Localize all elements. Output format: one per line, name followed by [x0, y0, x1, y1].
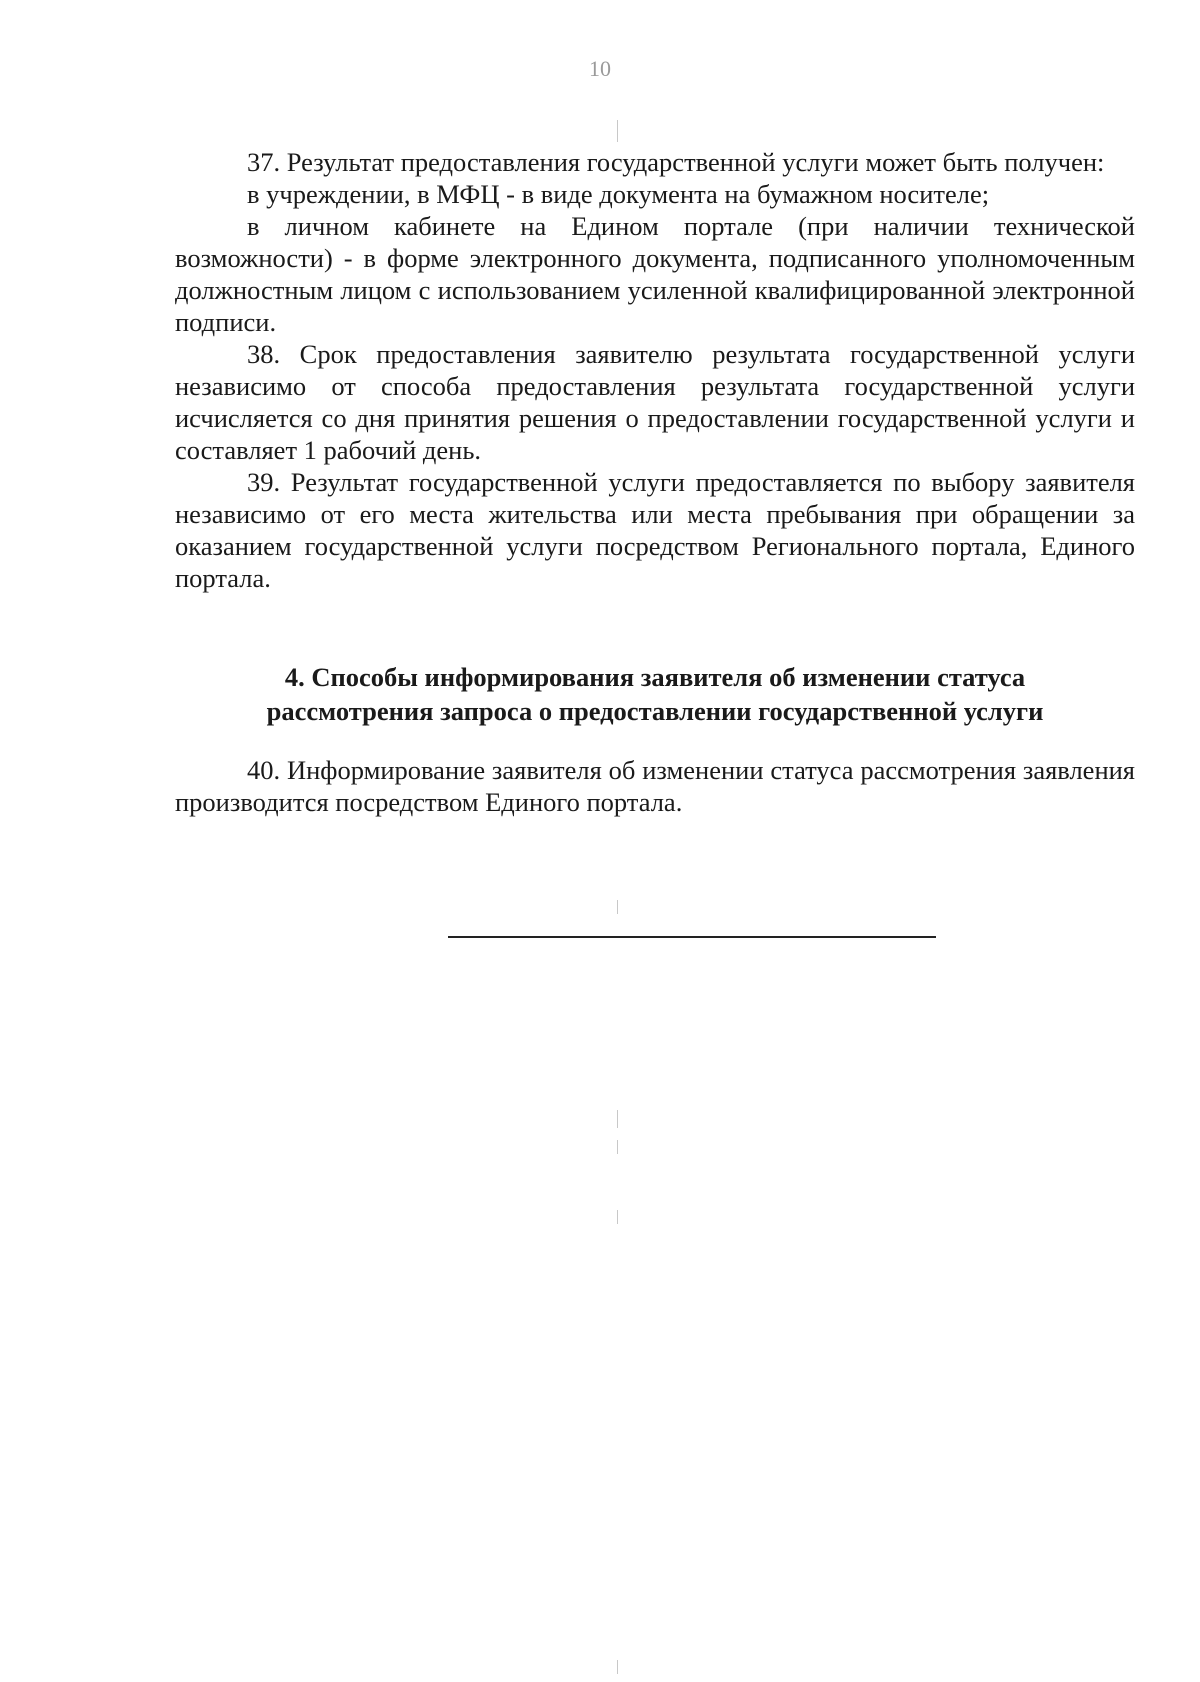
scan-fold-mark	[617, 1140, 618, 1154]
paragraph-39: 39. Результат государственной услуги предоставляется по выбору заявителя независимо от его места жительства или места пребывания при обращении за оказанием государственной услуги посредством Регионального портала, Единого портала.	[175, 467, 1135, 593]
page-number: 10	[589, 56, 611, 81]
paragraph-40: 40. Информирование заявителя об изменении статуса рассмотрения заявления производится посредством Единого портала.	[175, 755, 1135, 817]
scan-fold-mark	[617, 1210, 618, 1224]
paragraph-38: 38. Срок предоставления заявителю результата государственной услуги независимо от способа предоставления результата государственной услуги исчисляется со дня принятия решения о предоставлении государственной услуги и составляет 1 рабочий день.	[175, 339, 1135, 465]
end-of-document-rule	[448, 936, 936, 938]
document-body-section-4	[175, 754, 1135, 818]
paragraph-37: 37. Результат предоставления государственной услуги может быть получен:	[247, 147, 1105, 177]
section-heading	[175, 660, 1135, 728]
scan-fold-mark	[617, 1110, 618, 1128]
scan-fold-mark	[617, 900, 618, 914]
document-body	[175, 146, 1135, 594]
paragraph-37-option-portal: в личном кабинете на Едином портале (при наличии технической возможности) - в форме электронного документа, подписанного уполномоченным должностным лицом с использованием усиленной квалифицированной электронной подписи.	[175, 211, 1135, 337]
paragraph-37-option-mfc: в учреждении, в МФЦ - в виде документа на бумажном носителе;	[247, 179, 990, 209]
scan-fold-mark	[617, 1660, 618, 1674]
section-heading-line-2: рассмотрения запроса о предоставлении государственной услуги	[266, 696, 1044, 726]
scan-fold-mark	[617, 120, 618, 142]
section-heading-line-1: 4. Способы информирования заявителя об изменении статуса	[284, 662, 1026, 692]
